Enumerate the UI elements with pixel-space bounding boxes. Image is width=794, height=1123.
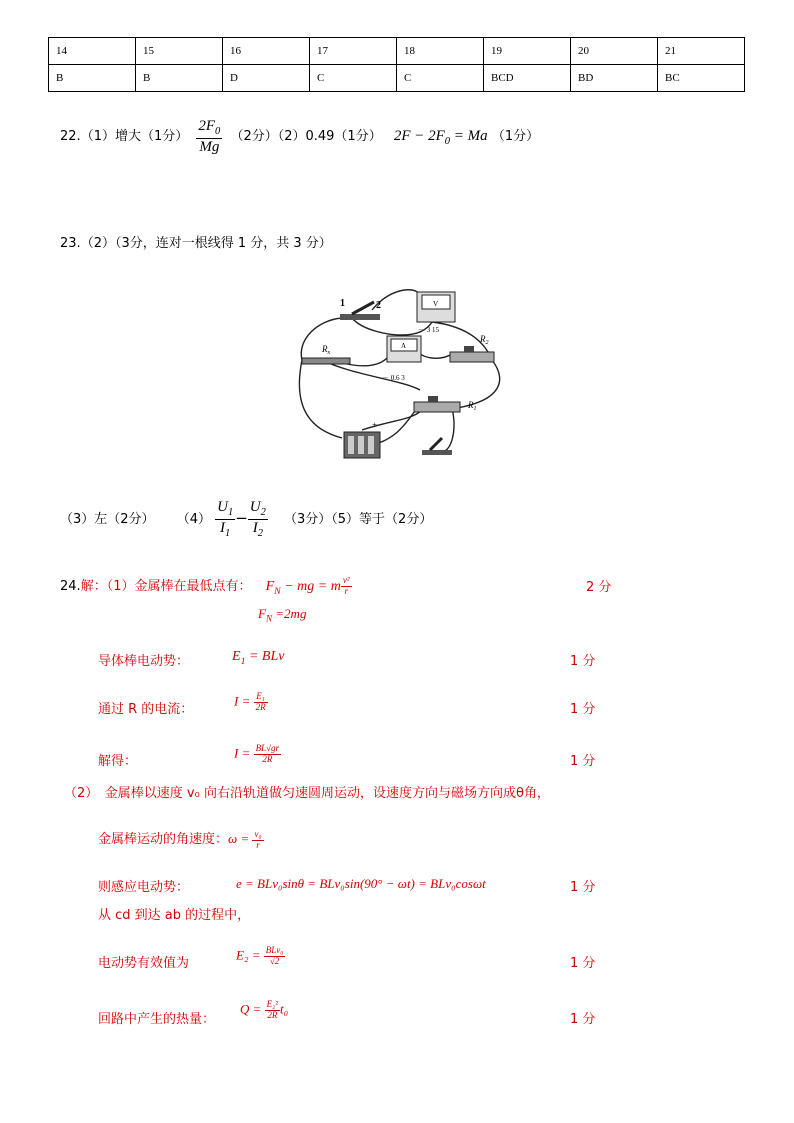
q24-eq1: [265, 575, 352, 597]
cur-num: E₁: [254, 692, 268, 703]
eq1-rest: − mg = m: [280, 579, 341, 594]
q23-number: 23.: [60, 236, 81, 251]
fn-sub: N: [265, 613, 273, 624]
heat-den: 2R: [267, 1009, 278, 1020]
eq1-num: v²: [342, 575, 350, 586]
effective-equation: [236, 946, 285, 967]
u2-sub: 2: [260, 507, 266, 519]
table-cell: 18: [397, 38, 484, 65]
table-cell: BD: [571, 65, 658, 92]
q22-frac-num: 2F: [198, 118, 216, 134]
switch-label-2: 2: [376, 300, 381, 311]
table-cell: 15: [136, 38, 223, 65]
answer-table-answer-row: [49, 65, 745, 92]
table-cell: D: [223, 65, 310, 92]
eff-eq: E₂ =: [236, 947, 264, 963]
battery-icon: [344, 420, 380, 458]
emf-label: 导体棒电动势：: [98, 654, 190, 669]
q24-score-1: 2 分: [586, 580, 612, 595]
emf-rest: = BLv: [245, 649, 285, 664]
q23-frac-2: [248, 499, 268, 539]
table-cell: 16: [223, 38, 310, 65]
u1: U: [217, 499, 228, 516]
q22-frac-den: Mg: [199, 138, 220, 155]
table-cell: 20: [571, 38, 658, 65]
rx-sub: x: [327, 350, 331, 356]
omega-num: v₀: [254, 828, 262, 839]
rx-label: [321, 344, 331, 356]
q22-number: 22.: [60, 129, 81, 145]
battery-plus: +: [372, 420, 378, 430]
q23-part3: （3）左（2分）: [60, 512, 155, 527]
induced-emf-equation: e = BLv₀sinθ = BLv₀sin(90° − ωt) = BLv₀cosωt: [236, 876, 486, 891]
q22-equation: [393, 128, 488, 148]
q22-fraction: [196, 118, 222, 155]
omega-line: [98, 828, 264, 850]
resistor-rx-icon: [302, 344, 350, 364]
switch-bottom-icon: [422, 438, 452, 455]
q22-part3: （1分）: [491, 129, 540, 145]
q24-score-6: 1 分: [570, 956, 596, 971]
effective-label: 电动势有效值为: [98, 956, 190, 971]
u2: U: [249, 499, 261, 516]
q24-score-5: 1 分: [570, 880, 596, 895]
emf-sub: 1: [240, 655, 246, 667]
omega-den: r: [256, 839, 260, 850]
table-cell: BC: [658, 65, 745, 92]
current-label: 通过 R 的电流：: [98, 702, 194, 717]
voltmeter-range: － 3 15: [418, 326, 439, 334]
induced-emf-label: 则感应电动势：: [98, 880, 190, 895]
q23-part4: （4）: [176, 512, 211, 527]
r2-sub: 2: [485, 340, 489, 346]
heat-tail: t₀: [280, 1001, 289, 1017]
rx-r: R: [322, 344, 328, 354]
u1-sub: 1: [227, 507, 234, 519]
q24-score-2: 1 分: [570, 654, 596, 669]
ammeter-range: － 0.6 3: [382, 374, 405, 382]
table-cell: 17: [310, 38, 397, 65]
fn-f: F: [258, 606, 266, 621]
heat-eq: Q =: [240, 1001, 265, 1017]
q24-score-7: 1 分: [570, 1012, 596, 1027]
eff-num: BLv₀: [265, 945, 284, 955]
q22-line: [60, 118, 539, 158]
q22-frac-num-sub: 0: [215, 126, 221, 137]
r2-r: R: [480, 334, 486, 344]
q22-part1: （1）增大（1分）: [80, 129, 189, 145]
q24-number: 24.: [60, 579, 81, 594]
current-equation: [234, 692, 268, 713]
omega-label: 金属棒运动的角速度：: [98, 832, 229, 847]
sol-den: 2R: [262, 753, 273, 764]
q22-part2: （2分）（2）0.49（1分）: [230, 129, 382, 145]
part2-text: （2） 金属棒以速度 v₀ 向右沿轨道做匀速圆周运动，设速度方向与磁场方向成θ角，: [64, 786, 550, 801]
table-cell: C: [310, 65, 397, 92]
eq1-sub: N: [274, 585, 281, 597]
table-cell: 14: [49, 38, 136, 65]
q24-intro: 解：（1）金属棒在最低点有：: [80, 579, 252, 594]
switch-icon: [340, 298, 381, 320]
q23-text: （2）（3分，连对一根线得 1 分，共 3 分）: [80, 236, 332, 251]
table-cell: BCD: [484, 65, 571, 92]
heat-num: E₂²: [266, 999, 278, 1009]
switch-label-1: 1: [340, 298, 345, 309]
emf-e: E: [232, 649, 241, 664]
i1-sub: 1: [225, 528, 231, 539]
fn-rest: =2mg: [272, 606, 307, 621]
r2-label: [479, 334, 489, 346]
from-text: 从 cd 到达 ab 的过程中，: [98, 908, 251, 923]
sol-num: BL√gr: [255, 743, 280, 753]
table-cell: B: [49, 65, 136, 92]
heat-equation: [240, 1000, 288, 1021]
eff-den: √2: [269, 955, 280, 966]
r1-r: R: [468, 400, 474, 410]
rheostat-r2-icon: [450, 334, 494, 362]
eq1-f: F: [265, 579, 275, 594]
voltmeter-icon: [417, 292, 455, 334]
answer-table: [48, 37, 745, 92]
sol-eq: I =: [234, 745, 254, 761]
i2-sub: 2: [257, 528, 263, 539]
table-cell: 19: [484, 38, 571, 65]
answer-table-number-row: [49, 38, 745, 65]
cur-den: 2R: [255, 701, 266, 712]
q22-eq-b: = Ma: [450, 128, 488, 145]
ammeter-icon: [382, 336, 421, 382]
solve-label: 解得：: [98, 754, 138, 769]
q23-line: [60, 232, 332, 251]
q23-parts-line: （3）左（2分） （4） $\frac{U_1}{I_1}$ − $\frac{U_2}{I_2}$ （3分）（5）等于（2分）: [60, 499, 433, 539]
table-cell: C: [397, 65, 484, 92]
ammeter-symbol: A: [401, 342, 407, 350]
heat-label: 回路中产生的热量：: [98, 1012, 216, 1027]
q24-score-4: 1 分: [570, 754, 596, 769]
i1: I: [220, 520, 226, 536]
table-cell: B: [136, 65, 223, 92]
omega-eq: ω =: [228, 831, 253, 846]
solve-equation: [234, 744, 281, 765]
i2: I: [252, 520, 258, 536]
circuit-diagram: [292, 280, 512, 466]
q22-eq-a: 2F − 2F: [393, 128, 445, 145]
q24-intro-line: [60, 575, 352, 597]
r1-label: [467, 400, 477, 412]
cur-eq: I =: [234, 693, 254, 709]
emf-equation: [232, 649, 284, 667]
q23-part4-score: （3分）（5）等于（2分）: [284, 512, 433, 527]
q23-frac-1: [215, 499, 235, 539]
table-cell: 21: [658, 38, 745, 65]
rheostat-r1-icon: [414, 396, 477, 412]
q22-eq-sub: 0: [444, 136, 451, 148]
eq1-den: r: [344, 586, 348, 597]
q24-fn-line: [258, 606, 306, 624]
voltmeter-symbol: V: [433, 300, 439, 308]
r1-sub: 1: [473, 406, 477, 412]
q24-score-3: 1 分: [570, 702, 596, 717]
